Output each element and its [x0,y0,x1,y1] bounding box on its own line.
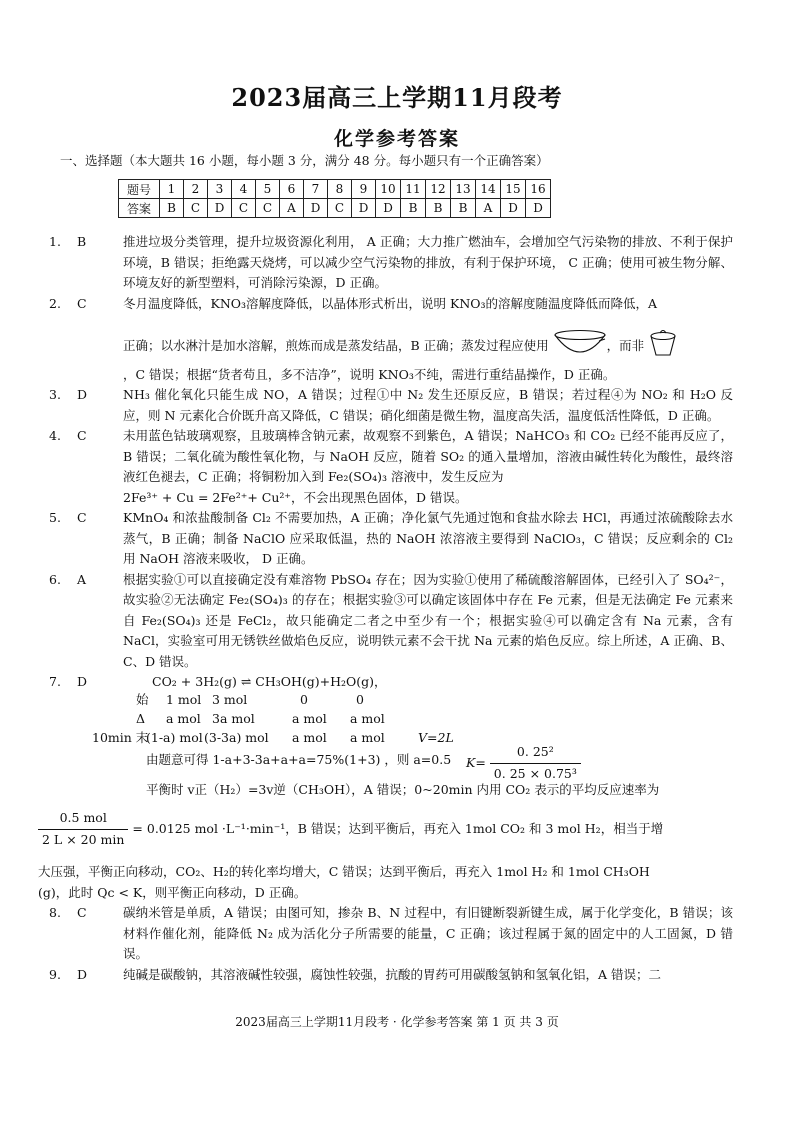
item-number: 1. [49,234,61,249]
item-number: 2. [49,295,61,311]
answer-cell: D [501,199,526,218]
page-subtitle: 化学参考答案 [333,128,460,150]
explanation-item [49,294,733,386]
item-answer: C [77,905,87,920]
item-text: 根据实验①可以直接确定没有难溶物 PbSO₄ 存在；因为实验①使用了稀硫酸溶解固体，已经引入了 SO₄²⁻，故实验②无法确定 Fe₂(SO₄)₃ 的存在；根据实验③可以确定该固体中存在 Fe 元素，但是无法确定 Fe 元素来自 Fe₂(SO₄)₃ 还是 FeCl₂，故只能确定二者之中至少有一个；根据实验④可以确定含有 Na 元素，含有 NaCl，实验室可用无锈铁丝做焰色反应，说明铁元素不会干扰 Na 元素的焰色反应。综上所述，A 正确、B、C、D 错误。 [123,571,733,669]
item-answer: D [77,674,88,689]
ice-label-end: 10min 末 [92,730,149,745]
answer-cell: A [280,199,304,218]
page-title: 2023届高三上学期11月段考 [231,83,563,112]
answer-cell: B [426,199,451,218]
explanation-item [49,903,733,965]
crucible-icon [648,328,678,365]
answer-cell: C [256,199,280,218]
evaporating-dish-icon [553,329,607,364]
equilibrium-equation: CO₂ + 3H₂(g) ⇌ CH₃OH(g)+H₂O(g)， [152,674,387,689]
ice-cell: a mol [350,711,385,726]
item-text: NH₃ 催化氧化只能生成 NO，A 错误；过程①中 N₂ 发生还原反应，B 错误；若过程④为 NO₂ 和 H₂O 反应，则 N 元素化合价既升高又降低，C 错误；硝化细菌是微生物，温度高失活，温度低活性降低，D 正确。 [123,387,733,423]
item-answer: C [77,428,87,443]
explanation-item [49,508,733,570]
question-number-cell: 13 [451,180,476,199]
explanation-item [49,570,733,673]
item-number: 4. [49,428,61,443]
question-number-cell: 1 [160,180,184,199]
k-label: K= [466,754,486,770]
ice-label-delta: Δ [136,711,146,726]
question-number-cell: 16 [526,180,551,199]
k-expression [466,742,581,784]
item-number: 8. [49,905,61,920]
item-number: 7. [49,674,61,689]
question-number-cell: 2 [184,180,208,199]
k-denominator: 0. 25 × 0.75³ [493,765,577,781]
answer-cell: B [451,199,476,218]
answer-cell: A [476,199,501,218]
ice-cell: a mol [166,711,201,726]
explanation-item [49,426,733,508]
answer-cell: B [401,199,426,218]
question-number-cell: 8 [328,180,352,199]
answer-cell: D [526,199,551,218]
answer-cell: D [376,199,401,218]
ice-cell: 0 [300,692,308,707]
item-number: 3. [49,387,61,402]
question-number-cell: 6 [280,180,304,199]
answer-cell: C [328,199,352,218]
item-text: 正确；以水淋汁是加水溶解，煎炼而成是蒸发结晶，B 正确；蒸发过程应使用 [123,337,549,353]
question-number-cell: 14 [476,180,501,199]
section-heading: 一、选择题（本大题共 16 小题，每小题 3 分，满分 48 分。每小题只有一个正确答案） [60,153,549,168]
answer-table-answer-row [119,199,551,218]
answer-cell: D [208,199,232,218]
question-number-cell: 7 [304,180,328,199]
question-number-cell: 4 [232,180,256,199]
k-fraction [490,742,581,784]
question-number-cell: 10 [376,180,401,199]
item-text: 大压强，平衡正向移动，CO₂、H₂的转化率均增大，C 错误；达到平衡后，再充入 1mol H₂ 和 1mol CH₃OH [38,864,650,879]
question-number-cell: 11 [401,180,426,199]
page-footer: 2023届高三上学期11月段考 · 化学参考答案 第 1 页 共 3 页 [235,1015,559,1029]
k-numerator: 0. 25² [490,742,581,764]
item-answer: B [77,234,87,249]
ice-cell: 1 mol [166,692,202,707]
ice-cell: 0 [356,692,364,707]
question-number-cell: 9 [352,180,376,199]
item-text: 冬月温度降低，KNO₃溶解度降低，以晶体形式析出，说明 KNO₃的溶解度随温度降低而降低，A [123,295,658,311]
deduction-text: 由题意可得 1-a+3-3a+a+a=75%(1+3) ，则 a=0.5 [146,752,452,767]
item-number: 5. [49,510,61,525]
question-number-cell: 3 [208,180,232,199]
row-label-number: 题号 [119,180,160,199]
item-number: 6. [49,571,61,587]
explanation-item [49,965,733,986]
ice-cell: a mol [350,730,385,745]
row-label-answer: 答案 [119,199,160,218]
ice-label-start: 始 [136,692,149,707]
item-answer: D [77,387,88,402]
rate-text: 平衡时 v正（H₂）=3v逆（CH₃OH），A 错误；0~20min 内用 CO₂ 表示的平均反应速率为 [146,782,660,797]
ice-cell: 3 mol [212,692,248,707]
item-answer: C [77,510,87,525]
rate-expression [38,808,663,850]
answer-table [118,179,551,218]
answer-cell: B [160,199,184,218]
answer-explanations [38,232,733,985]
answer-cell: D [352,199,376,218]
answer-cell: C [232,199,256,218]
item-number: 9. [49,966,61,982]
item-text: KMnO₄ 和浓盐酸制备 Cl₂ 不需要加热，A 正确；净化氯气先通过饱和食盐水除去 HCl，再通过浓硫酸除去水蒸气，B 正确；制备 NaClO 应采取低温，热的 NaOH 浓溶液主要得到 NaClO₃，C 错误；反应剩余的 Cl₂ 用 NaOH 溶液来吸收， D 正确。 [123,510,733,566]
ice-cell: a mol [292,730,327,745]
item-text: (g)，此时 Qc < K，则平衡正向移动，D 正确。 [38,884,307,900]
item-text: ，而非 [606,337,645,353]
ice-cell: (1-a) mol [146,730,203,745]
q7-continuation [38,862,733,903]
item-answer: D [77,966,88,982]
question-number-cell: 15 [501,180,526,199]
ice-cell: 3a mol [212,711,255,726]
explanation-item [42,672,733,854]
explanation-item [49,232,733,294]
item-text: 推进垃圾分类管理，提升垃圾资源化利用， A 正确；大力推广燃油车，会增加空气污染物的排放、不利于保护环境，B 错误；拒绝露天烧烤，可以减少空气污染物的排放，有利于保护环境， C 正确；使用可被生物分解、环境友好的新型塑料，可消除污染源，D 正确。 [123,234,733,290]
answer-cell: C [184,199,208,218]
question-number-cell: 5 [256,180,280,199]
rate-tail: = 0.0125 mol ·L⁻¹·min⁻¹，B 错误；达到平衡后，再充入 1mol CO₂ 和 3 mol H₂，相当于增 [132,820,664,836]
item-text-line [123,328,733,365]
rate-numerator: 0.5 mol [38,808,128,830]
item-text: 纯碱是碳酸钠，其溶液碱性较强，腐蚀性较强，抗酸的胃药可用碳酸氢钠和氢氧化铝，A 错误；二 [123,966,662,982]
rate-denominator: 2 L × 20 min [42,831,125,847]
volume-label: V=2L [418,730,454,745]
ice-cell: (3-3a) mol [204,730,269,745]
item-text: 未用蓝色钴玻璃观察，且玻璃棒含钠元素，故观察不到紫色，A 错误；NaHCO₃ 和 CO₂ 已经不能再反应了，B 错误；二氧化硫为酸性氧化物，与 NaOH 反应，随着 SO₂ 的通入量增加，溶液由碱性转化为酸性，最终溶液红色褪去，C 正确；将铜粉加入到 Fe₂(SO₄)₃ 溶液中，发生反应为 [123,428,733,484]
answer-table-number-row [119,180,551,199]
item-answer: C [77,295,87,311]
answer-cell: D [304,199,328,218]
item-answer: A [77,571,87,587]
rate-fraction [38,808,128,850]
item-equation: 2Fe³⁺ + Cu = 2Fe²⁺+ Cu²⁺，不会出现黑色固体，D 错误。 [123,489,468,505]
item-text: ，C 错误；根据“货者苟且，多不洁净”，说明 KNO₃不纯，需进行重结晶操作，D 正确。 [123,366,616,382]
item-text: 碳纳米管是单质，A 错误；由图可知，掺杂 B、N 过程中，有旧键断裂新键生成，属于化学变化，B 错误；该材料作催化剂，能降低 N₂ 成为活化分子所需要的能量，C 正确；该过程属于氮的固定中的人工固氮，D 错误。 [123,905,733,961]
ice-cell: a mol [292,711,327,726]
explanation-item [49,385,733,426]
question-number-cell: 12 [426,180,451,199]
